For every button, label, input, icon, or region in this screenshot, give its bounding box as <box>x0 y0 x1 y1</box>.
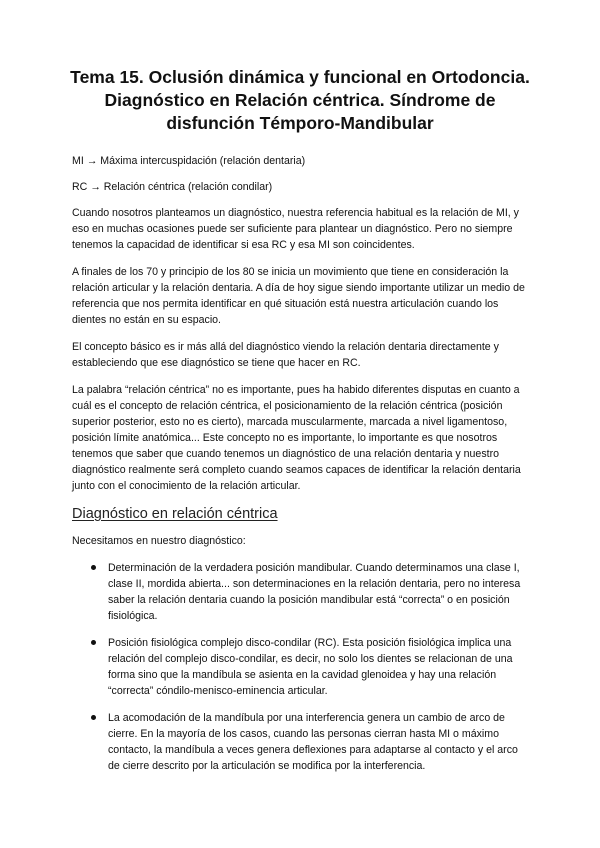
list-item-text: Posición fisiológica complejo disco-condilar (RC). Esta posición fisiológica implica una relación del complejo disco-condilar, es decir, no solo los dientes se relacionan de una forma sino que la mandíbula se asienta en la cavidad glenoidea y hay una relación “correcta” cóndilo-menisco-eminencia articular. <box>108 637 513 697</box>
bullet-icon <box>91 640 96 645</box>
definition-mi: MI → Máxima intercuspidación (relación dentaria) <box>72 155 306 167</box>
paragraph: La palabra “relación céntrica” no es importante, pues ha habido diferentes disputas en cuanto a cuál es el concepto de relación céntrica, el posicionamiento de la relación céntrica (posición superior posterior, esto no es cierto), marcada muscularmente, marcada a nivel ligamentoso, posición límite anatómica... Este concepto no es importante, lo importante es que nosotros tenemos que saber que cuando tenemos un diagnóstico de una relación dentaria y nuestro diagnóstico realmente será completo cuando seamos capaces de identificar la relación dentaria junto con el conocimiento de la relación articular. <box>72 384 521 492</box>
bullet-icon <box>91 565 96 570</box>
paragraph: El concepto básico es ir más allá del diagnóstico viendo la relación dentaria directamente y estableciendo que ese diagnóstico se tiene que hacer en RC. <box>72 341 499 369</box>
bullet-list <box>72 560 528 774</box>
paragraph: Cuando nosotros planteamos un diagnóstico, nuestra referencia habitual es la relación de MI, y eso en muchas ocasiones puede ser suficiente para plantear un diagnóstico. Pero no siempre tenemos la capacidad de identificar si esa RC y esa MI son coincidentes. <box>72 207 519 251</box>
list-item <box>72 560 528 624</box>
bullet-icon <box>91 715 96 720</box>
paragraph: A finales de los 70 y principio de los 80 se inicia un movimiento que tiene en consideración la relación articular y la relación dentaria. A día de hoy sigue siendo importante utilizar un medio de referencia que nos permita identificar en qué situación está nuestra articulación cuando los dientes no están en su espacio. <box>72 266 525 326</box>
list-item-text: La acomodación de la mandíbula por una interferencia genera un cambio de arco de cierre. En la mayoría de los casos, cuando las personas cierran hasta MI o máximo contacto, la mandíbula a veces genera deflexiones para adaptarse al contacto y el arco de cierre descrito por la articulación se modifica por la interferencia. <box>108 712 518 772</box>
document-page <box>72 66 528 785</box>
definition-rc: RC → Relación céntrica (relación condilar) <box>72 181 273 193</box>
list-item <box>72 710 528 774</box>
list-item <box>72 635 528 699</box>
section-intro: Necesitamos en nuestro diagnóstico: <box>72 535 246 547</box>
list-item-text: Determinación de la verdadera posición mandibular. Cuando determinamos una clase I, clase II, mordida abierta... son determinaciones en la relación dentaria, pero no interesa saber la relación dentaria cuando la posición mandibular está “correcta” o en posición fisiológica. <box>108 562 521 622</box>
section-heading: Diagnóstico en relación céntrica <box>72 506 278 522</box>
document-title: Tema 15. Oclusión dinámica y funcional en Ortodoncia. Diagnóstico en Relación céntrica. Síndrome de disfunción Témporo-Mandibular <box>70 67 530 133</box>
